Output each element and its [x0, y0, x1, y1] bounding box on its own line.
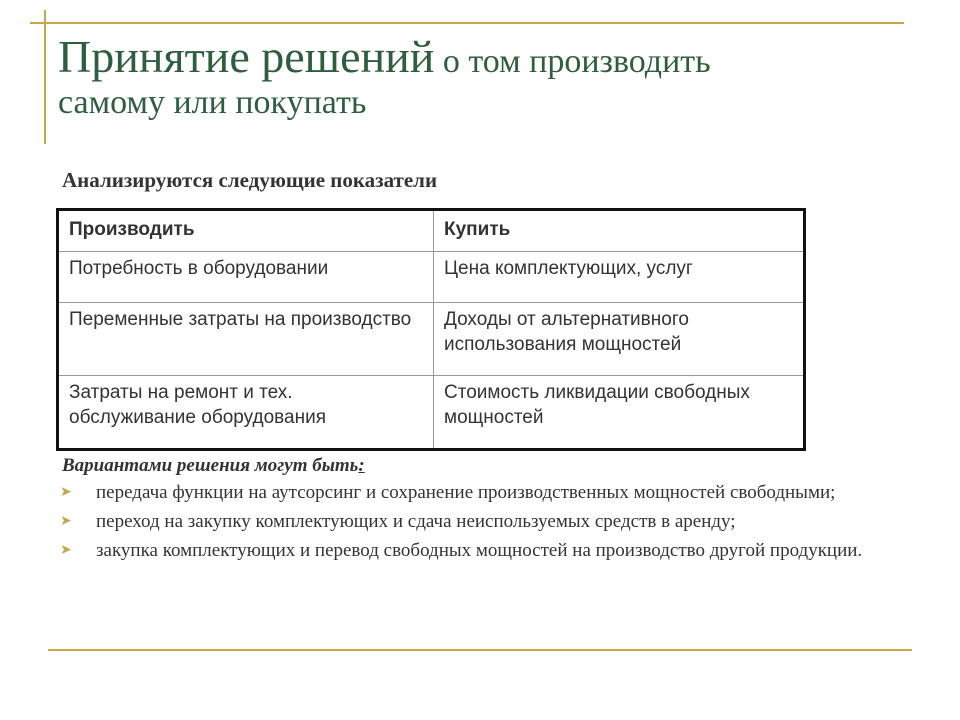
left-rule [44, 10, 46, 144]
top-rule [30, 22, 904, 24]
header-produce: Производить [58, 210, 434, 252]
title-main: Принятие решений [58, 31, 435, 82]
arrowhead-bullet-icon: ➤ [60, 514, 72, 529]
list-item [60, 511, 900, 533]
table-cell: Цена комплектующих, услуг [434, 252, 805, 303]
list-item [60, 540, 900, 562]
list-item-text: переход на закупку комплектующих и сдача неиспользуемых средств в аренду; [96, 511, 736, 532]
variants-list [60, 482, 900, 569]
title-rest: о том производить [434, 43, 711, 80]
table-row [58, 303, 805, 376]
comparison-table [56, 208, 806, 451]
table-header-row [58, 210, 805, 252]
table-row [58, 376, 805, 450]
slide-title [58, 31, 918, 121]
bottom-rule [48, 649, 912, 651]
table-caption: Анализируются следующие показатели [62, 168, 438, 192]
table-cell: Затраты на ремонт и тех. обслуживание оборудования [58, 376, 434, 450]
header-buy: Купить [434, 210, 805, 252]
title-line2: самому или покупать [58, 84, 367, 121]
list-item-text: передача функции на аутсорсинг и сохранение производственных мощностей свободными; [96, 482, 836, 503]
variants-heading [62, 455, 365, 477]
arrowhead-bullet-icon: ➤ [60, 543, 72, 558]
table-cell: Стоимость ликвидации свободных мощностей [434, 376, 805, 450]
arrowhead-bullet-icon: ➤ [60, 485, 72, 500]
list-item-text: закупка комплектующих и перевод свободных мощностей на производство другой продукции. [96, 540, 863, 561]
list-item [60, 482, 900, 504]
table-cell: Переменные затраты на производство [58, 303, 434, 376]
variants-colon: : [358, 455, 365, 476]
table-cell: Потребность в оборудовании [58, 252, 434, 303]
table-cell: Доходы от альтернативного использования мощностей [434, 303, 805, 376]
table-row [58, 252, 805, 303]
variants-label: Вариантами решения могут быть [62, 455, 359, 476]
